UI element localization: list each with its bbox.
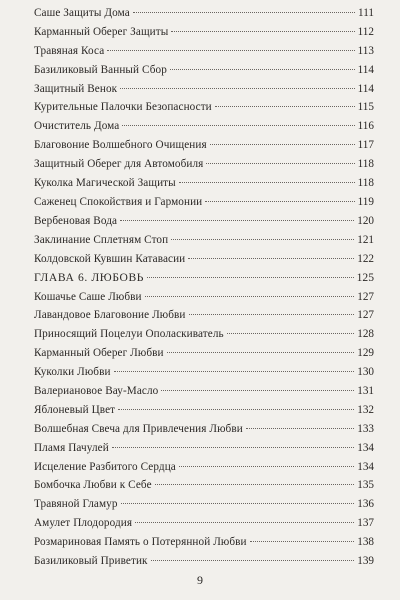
toc-entry-page: 131 bbox=[357, 384, 374, 397]
dot-leader bbox=[206, 163, 354, 164]
toc-entry-title: Саженец Спокойствия и Гармонии bbox=[34, 195, 203, 208]
toc-entry-page: 132 bbox=[357, 403, 374, 416]
toc-entry-page: 111 bbox=[358, 7, 374, 19]
toc-entry-title: Куколка Магической Защиты bbox=[34, 177, 176, 190]
toc-entry-title: Курительные Палочки Безопасности bbox=[34, 101, 212, 114]
toc-entry-page: 136 bbox=[357, 498, 374, 511]
dot-leader bbox=[120, 88, 354, 89]
toc-entry-title: Защитный Оберег для Автомобиля bbox=[34, 158, 204, 171]
toc-entry bbox=[34, 231, 374, 250]
toc-entry-title: Приносящий Поцелуи Ополаскиватель bbox=[34, 328, 224, 341]
toc-entry bbox=[34, 382, 374, 401]
toc-entry-title: Бомбочка Любви к Себе bbox=[34, 479, 152, 492]
dot-leader bbox=[170, 69, 355, 70]
toc-entry bbox=[34, 495, 374, 514]
toc-entry-title: Исцеление Разбитого Сердца bbox=[34, 460, 176, 473]
dot-leader bbox=[171, 31, 354, 32]
dot-leader bbox=[246, 428, 354, 429]
chapter-heading bbox=[34, 268, 374, 288]
toc-entry-title: Яблоневый Цвет bbox=[34, 403, 116, 416]
toc-entry-title: Лавандовое Благовоние Любви bbox=[34, 309, 186, 322]
toc-entry bbox=[34, 42, 374, 61]
dot-leader bbox=[179, 466, 354, 467]
toc-entry bbox=[34, 98, 374, 117]
toc-entry-page: 120 bbox=[357, 214, 374, 227]
toc-entry bbox=[34, 306, 374, 325]
dot-leader bbox=[120, 220, 354, 221]
toc-entry bbox=[34, 136, 374, 155]
chapter-title: ГЛАВА 6. ЛЮБОВЬ bbox=[34, 271, 145, 284]
dot-leader bbox=[179, 182, 355, 183]
toc-entry bbox=[34, 61, 374, 80]
dot-leader bbox=[161, 390, 354, 391]
toc-entry-title: Вербеновая Вода bbox=[34, 214, 118, 227]
toc-entry bbox=[34, 420, 374, 439]
dot-leader bbox=[250, 541, 355, 542]
toc-entry bbox=[34, 193, 374, 212]
dot-leader bbox=[205, 201, 354, 202]
dot-leader bbox=[135, 522, 354, 523]
toc-entry bbox=[34, 533, 374, 552]
toc-entry-title: Волшебная Свеча для Привлечения Любви bbox=[34, 422, 243, 435]
toc-section-protection bbox=[34, 4, 374, 268]
toc-entry bbox=[34, 552, 374, 571]
toc-entry-title: Пламя Пачулей bbox=[34, 441, 109, 454]
toc-entry bbox=[34, 174, 374, 193]
dot-leader bbox=[171, 239, 354, 240]
dot-leader bbox=[188, 258, 354, 259]
toc-entry bbox=[34, 363, 374, 382]
toc-entry-page: 127 bbox=[357, 309, 374, 322]
toc-entry-page: 137 bbox=[357, 517, 374, 530]
toc-entry bbox=[34, 212, 374, 231]
chapter-page-number: 125 bbox=[356, 271, 374, 284]
toc-entry-page: 114 bbox=[357, 82, 374, 95]
dot-leader bbox=[122, 125, 354, 126]
dot-leader bbox=[121, 503, 355, 504]
toc-entry bbox=[34, 439, 374, 458]
dot-leader bbox=[114, 371, 355, 372]
toc-entry-title: Валериановое Вау-Масло bbox=[34, 384, 159, 397]
dot-leader bbox=[145, 296, 355, 297]
toc-entry-page: 139 bbox=[357, 554, 374, 567]
page-number: 9 bbox=[197, 573, 203, 587]
toc-entry bbox=[34, 401, 374, 420]
dot-leader bbox=[112, 447, 354, 448]
toc-entry bbox=[34, 514, 374, 533]
toc-entry-page: 117 bbox=[357, 139, 374, 152]
toc-entry-title: Базиликовый Ванный Сбор bbox=[34, 63, 167, 76]
toc-entry-title: Куколки Любви bbox=[34, 366, 111, 379]
toc-entry-page: 119 bbox=[357, 195, 374, 208]
toc-entry-title: Заклинание Сплетням Стоп bbox=[34, 233, 169, 246]
toc-entry-page: 134 bbox=[357, 441, 374, 454]
toc-entry bbox=[34, 4, 374, 23]
toc-entry-title: Кошачье Саше Любви bbox=[34, 290, 142, 303]
dot-leader bbox=[155, 484, 355, 485]
toc-entry-title: Защитный Венок bbox=[34, 82, 118, 95]
toc-entry-title: Розмариновая Память о Потерянной Любви bbox=[34, 536, 247, 549]
dot-leader bbox=[118, 409, 354, 410]
dot-leader bbox=[189, 314, 355, 315]
toc-entry-page: 118 bbox=[357, 177, 374, 190]
toc-entry-title: Травяная Коса bbox=[34, 44, 105, 57]
toc-entry-page: 114 bbox=[357, 63, 374, 76]
toc-entry bbox=[34, 155, 374, 174]
toc-entry-page: 135 bbox=[357, 479, 374, 492]
toc-entry-page: 138 bbox=[357, 536, 374, 549]
toc-entry-page: 127 bbox=[357, 290, 374, 303]
dot-leader bbox=[133, 12, 355, 13]
toc-entry-title: Благовоние Волшебного Очищения bbox=[34, 139, 207, 152]
toc-entry bbox=[34, 458, 374, 477]
toc-entry bbox=[34, 250, 374, 269]
dot-leader bbox=[151, 560, 355, 561]
toc-entry-title: Карманный Оберег Любви bbox=[34, 347, 164, 360]
toc-entry-page: 134 bbox=[357, 460, 374, 473]
dot-leader bbox=[227, 333, 355, 334]
toc-entry-page: 130 bbox=[357, 366, 374, 379]
toc-entry bbox=[34, 117, 374, 136]
toc-section-love bbox=[34, 268, 374, 571]
toc-entry-title: Карманный Оберег Защиты bbox=[34, 25, 169, 38]
toc-entry-page: 113 bbox=[357, 44, 374, 57]
toc-entry-page: 118 bbox=[357, 158, 374, 171]
toc-entry-title: Колдовской Кувшин Катавасии bbox=[34, 252, 186, 265]
toc-entry bbox=[34, 80, 374, 99]
toc-entry-title: Базиликовый Приветик bbox=[34, 554, 148, 567]
toc-entry-page: 122 bbox=[357, 252, 374, 265]
toc-entry bbox=[34, 344, 374, 363]
dot-leader bbox=[167, 352, 355, 353]
dot-leader bbox=[210, 144, 355, 145]
dot-leader bbox=[107, 50, 354, 51]
toc-entry bbox=[34, 325, 374, 344]
toc-entry-page: 112 bbox=[357, 25, 374, 38]
toc-entry bbox=[34, 476, 374, 495]
toc-entry-page: 115 bbox=[357, 101, 374, 114]
toc-entry-page: 128 bbox=[357, 328, 374, 341]
toc-entry-page: 133 bbox=[357, 422, 374, 435]
toc-entry bbox=[34, 23, 374, 42]
toc-entry bbox=[34, 288, 374, 307]
toc-entry-title: Амулет Плодородия bbox=[34, 517, 133, 530]
toc-entry-page: 116 bbox=[357, 120, 374, 133]
dot-leader bbox=[147, 277, 354, 278]
toc-entry-title: Саше Защиты Дома bbox=[34, 7, 130, 19]
toc-entry-title: Травяной Гламур bbox=[34, 498, 118, 511]
toc-entry-page: 129 bbox=[357, 347, 374, 360]
toc-entry-title: Очиститель Дома bbox=[34, 120, 120, 133]
toc-entry-page: 121 bbox=[357, 233, 374, 246]
dot-leader bbox=[215, 106, 355, 107]
